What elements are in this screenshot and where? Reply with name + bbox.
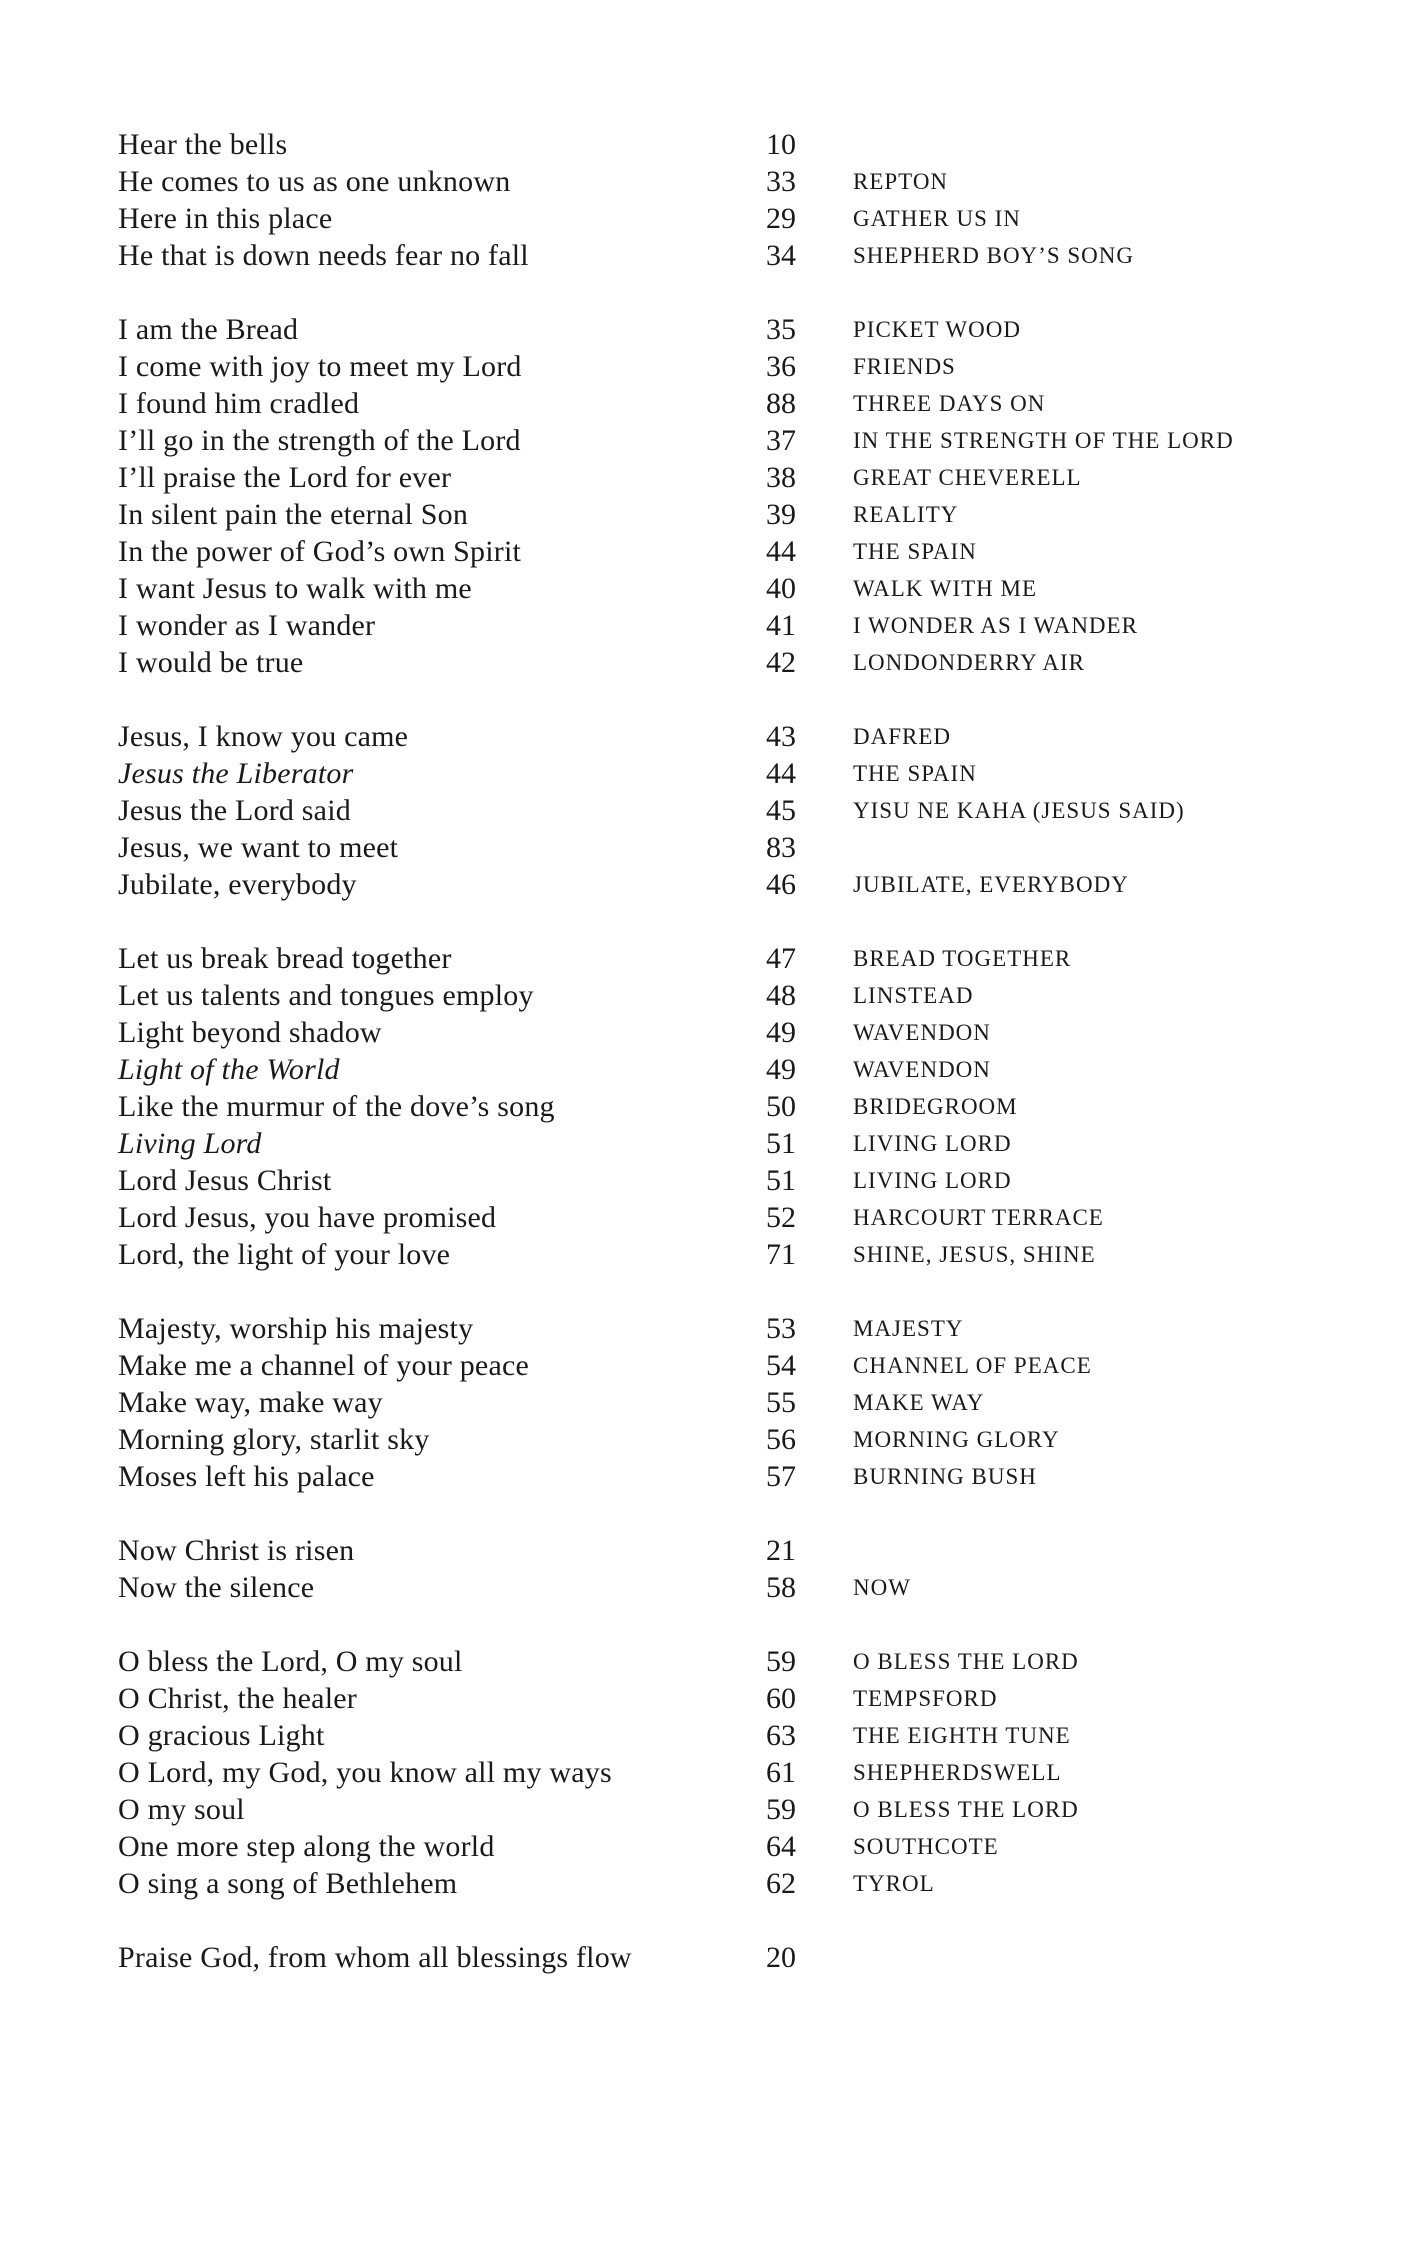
- hymn-number: 49: [766, 1053, 796, 1086]
- hymn-number: 59: [766, 1645, 796, 1678]
- hymn-title: Light of the World: [118, 1053, 340, 1086]
- index-entry-row: [118, 126, 1318, 163]
- index-entry-row: [118, 1199, 1318, 1236]
- hymn-title: Jesus, we want to meet: [118, 831, 399, 864]
- hymn-number: 58: [766, 1571, 796, 1604]
- hymn-title: In the power of God’s own Spirit: [118, 535, 522, 568]
- hymn-number: 39: [766, 498, 796, 531]
- hymn-number: 55: [766, 1386, 796, 1419]
- index-entry-row: [118, 1088, 1318, 1125]
- hymn-number: 52: [766, 1201, 796, 1234]
- index-entry-row: [118, 1236, 1318, 1273]
- hymn-title: Hear the bells: [118, 128, 288, 161]
- hymn-number: 51: [766, 1164, 796, 1197]
- hymn-number: 71: [766, 1238, 796, 1271]
- hymn-title: Praise God, from whom all blessings flow: [118, 1941, 632, 1974]
- tune-name: THREE DAYS ON: [853, 391, 1046, 416]
- hymn-title: Let us break bread together: [118, 942, 452, 975]
- index-entry-row: [118, 1754, 1318, 1791]
- index-entry-row: [118, 422, 1318, 459]
- tune-name: SHINE, JESUS, SHINE: [853, 1242, 1096, 1267]
- hymn-title: Here in this place: [118, 202, 333, 235]
- index-entry-row: [118, 1939, 1318, 1976]
- tune-name: JUBILATE, EVERYBODY: [853, 872, 1129, 897]
- tune-name: DAFRED: [853, 724, 952, 749]
- hymn-title: Moses left his palace: [118, 1460, 375, 1493]
- tune-name: WAVENDON: [853, 1020, 991, 1045]
- hymn-title: Like the murmur of the dove’s song: [118, 1090, 555, 1123]
- hymn-title: O my soul: [118, 1793, 245, 1826]
- tune-name: THE EIGHTH TUNE: [853, 1723, 1071, 1748]
- index-letter-group: [118, 1532, 1318, 1606]
- tune-name: TEMPSFORD: [853, 1686, 998, 1711]
- tune-name: IN THE STRENGTH OF THE LORD: [853, 428, 1234, 453]
- hymn-title: O Lord, my God, you know all my ways: [118, 1756, 612, 1789]
- tune-name: WAVENDON: [853, 1057, 991, 1082]
- index-entry-row: [118, 496, 1318, 533]
- index-entry-row: [118, 607, 1318, 644]
- tune-name: SHEPHERD BOY’S SONG: [853, 243, 1134, 268]
- hymn-number: 35: [766, 313, 796, 346]
- hymn-index: [118, 126, 1318, 2013]
- hymn-number: 43: [766, 720, 796, 753]
- index-entry-row: [118, 1014, 1318, 1051]
- index-entry-row: [118, 385, 1318, 422]
- hymn-title: Majesty, worship his majesty: [118, 1312, 474, 1345]
- index-entry-row: [118, 792, 1318, 829]
- hymn-number: 51: [766, 1127, 796, 1160]
- hymn-number: 45: [766, 794, 796, 827]
- tune-name: HARCOURT TERRACE: [853, 1205, 1104, 1230]
- index-entry-row: [118, 1791, 1318, 1828]
- tune-name: GATHER US IN: [853, 206, 1021, 231]
- tune-name: REPTON: [853, 169, 949, 194]
- hymn-number: 42: [766, 646, 796, 679]
- hymn-number: 47: [766, 942, 796, 975]
- hymn-title: He comes to us as one unknown: [118, 165, 511, 198]
- hymn-title: O Christ, the healer: [118, 1682, 357, 1715]
- index-entry-row: [118, 200, 1318, 237]
- hymn-title: O bless the Lord, O my soul: [118, 1645, 463, 1678]
- index-letter-group: [118, 311, 1318, 681]
- index-entry-row: [118, 1717, 1318, 1754]
- hymn-number: 10: [766, 128, 796, 161]
- hymn-title: One more step along the world: [118, 1830, 495, 1863]
- hymn-title: Make me a channel of your peace: [118, 1349, 529, 1382]
- tune-name: LIVING LORD: [853, 1168, 1012, 1193]
- hymn-title: In silent pain the eternal Son: [118, 498, 469, 531]
- index-entry-row: [118, 940, 1318, 977]
- index-entry-row: [118, 570, 1318, 607]
- index-entry-row: [118, 1680, 1318, 1717]
- hymn-number: 64: [766, 1830, 796, 1863]
- index-letter-group: [118, 1939, 1318, 1976]
- hymn-number: 38: [766, 461, 796, 494]
- tune-name: FRIENDS: [853, 354, 956, 379]
- tune-name: BURNING BUSH: [853, 1464, 1037, 1489]
- tune-name: PICKET WOOD: [853, 317, 1021, 342]
- index-letter-group: [118, 1310, 1318, 1495]
- hymn-number: 34: [766, 239, 796, 272]
- index-entry-row: [118, 644, 1318, 681]
- index-entry-row: [118, 1643, 1318, 1680]
- index-entry-row: [118, 237, 1318, 274]
- hymn-title: I am the Bread: [118, 313, 299, 346]
- hymn-title: Jesus the Liberator: [118, 757, 354, 790]
- tune-name: BRIDEGROOM: [853, 1094, 1018, 1119]
- index-entry-row: [118, 311, 1318, 348]
- index-entry-row: [118, 829, 1318, 866]
- hymn-title: Jesus the Lord said: [118, 794, 351, 827]
- hymn-title: Living Lord: [118, 1127, 262, 1160]
- tune-name: CHANNEL OF PEACE: [853, 1353, 1092, 1378]
- hymn-number: 62: [766, 1867, 796, 1900]
- hymn-title: I’ll go in the strength of the Lord: [118, 424, 521, 457]
- index-entry-row: [118, 1051, 1318, 1088]
- hymn-number: 37: [766, 424, 796, 457]
- hymn-title: Let us talents and tongues employ: [118, 979, 534, 1012]
- index-entry-row: [118, 1125, 1318, 1162]
- index-entry-row: [118, 163, 1318, 200]
- tune-name: SOUTHCOTE: [853, 1834, 999, 1859]
- hymn-title: Morning glory, starlit sky: [118, 1423, 430, 1456]
- tune-name: I WONDER AS I WANDER: [853, 613, 1138, 638]
- index-entry-row: [118, 755, 1318, 792]
- hymn-title: I wonder as I wander: [118, 609, 376, 642]
- index-entry-row: [118, 1310, 1318, 1347]
- index-letter-group: [118, 718, 1318, 903]
- hymn-number: 60: [766, 1682, 796, 1715]
- tune-name: NOW: [853, 1575, 911, 1600]
- hymn-number: 20: [766, 1941, 796, 1974]
- tune-name: MAJESTY: [853, 1316, 964, 1341]
- index-entry-row: [118, 533, 1318, 570]
- hymn-number: 53: [766, 1312, 796, 1345]
- hymn-title: Now the silence: [118, 1571, 315, 1604]
- hymn-number: 88: [766, 387, 796, 420]
- index-entry-row: [118, 1569, 1318, 1606]
- hymn-title: I would be true: [118, 646, 304, 679]
- hymn-title: Jubilate, everybody: [118, 868, 357, 901]
- hymn-number: 59: [766, 1793, 796, 1826]
- hymn-number: 36: [766, 350, 796, 383]
- hymn-title: Jesus, I know you came: [118, 720, 409, 753]
- tune-name: SHEPHERDSWELL: [853, 1760, 1062, 1785]
- tune-name: TYROL: [853, 1871, 935, 1896]
- tune-name: REALITY: [853, 502, 959, 527]
- hymn-title: O sing a song of Bethlehem: [118, 1867, 458, 1900]
- tune-name: BREAD TOGETHER: [853, 946, 1072, 971]
- index-entry-row: [118, 1162, 1318, 1199]
- index-entry-row: [118, 1458, 1318, 1495]
- tune-name: MORNING GLORY: [853, 1427, 1060, 1452]
- tune-name: LINSTEAD: [853, 983, 974, 1008]
- index-entry-row: [118, 866, 1318, 903]
- hymn-number: 61: [766, 1756, 796, 1789]
- hymn-title: Now Christ is risen: [118, 1534, 355, 1567]
- index-entry-row: [118, 459, 1318, 496]
- index-entry-row: [118, 1347, 1318, 1384]
- index-letter-group: [118, 940, 1318, 1273]
- tune-name: THE SPAIN: [853, 539, 977, 564]
- tune-name: MAKE WAY: [853, 1390, 985, 1415]
- tune-name: YISU NE KAHA (JESUS SAID): [853, 798, 1185, 823]
- hymn-number: 56: [766, 1423, 796, 1456]
- hymn-number: 44: [766, 535, 796, 568]
- index-entry-row: [118, 1828, 1318, 1865]
- hymn-title: I want Jesus to walk with me: [118, 572, 472, 605]
- tune-name: O BLESS THE LORD: [853, 1797, 1079, 1822]
- hymn-title: Lord, the light of your love: [118, 1238, 451, 1271]
- hymn-title: Make way, make way: [118, 1386, 383, 1419]
- index-entry-row: [118, 348, 1318, 385]
- hymn-number: 83: [766, 831, 796, 864]
- index-letter-group: [118, 1643, 1318, 1902]
- hymn-number: 44: [766, 757, 796, 790]
- hymn-title: I’ll praise the Lord for ever: [118, 461, 452, 494]
- tune-name: LIVING LORD: [853, 1131, 1012, 1156]
- hymn-number: 40: [766, 572, 796, 605]
- index-entry-row: [118, 1532, 1318, 1569]
- index-entry-row: [118, 718, 1318, 755]
- tune-name: LONDONDERRY AIR: [853, 650, 1086, 675]
- tune-name: WALK WITH ME: [853, 576, 1038, 601]
- index-entry-row: [118, 1421, 1318, 1458]
- hymn-title: Lord Jesus Christ: [118, 1164, 332, 1197]
- hymn-number: 50: [766, 1090, 796, 1123]
- index-entry-row: [118, 1865, 1318, 1902]
- hymn-number: 41: [766, 609, 796, 642]
- tune-name: THE SPAIN: [853, 761, 977, 786]
- hymn-title: Light beyond shadow: [118, 1016, 382, 1049]
- hymn-number: 46: [766, 868, 796, 901]
- hymn-number: 33: [766, 165, 796, 198]
- hymn-title: I found him cradled: [118, 387, 360, 420]
- tune-name: GREAT CHEVERELL: [853, 465, 1082, 490]
- hymn-title: Lord Jesus, you have promised: [118, 1201, 497, 1234]
- hymn-number: 21: [766, 1534, 796, 1567]
- tune-name: O BLESS THE LORD: [853, 1649, 1079, 1674]
- hymn-title: I come with joy to meet my Lord: [118, 350, 522, 383]
- hymn-number: 63: [766, 1719, 796, 1752]
- index-letter-group: [118, 126, 1318, 274]
- hymn-number: 48: [766, 979, 796, 1012]
- hymn-number: 54: [766, 1349, 796, 1382]
- hymn-number: 57: [766, 1460, 796, 1493]
- hymn-number: 49: [766, 1016, 796, 1049]
- hymn-number: 29: [766, 202, 796, 235]
- hymn-title: He that is down needs fear no fall: [118, 239, 529, 272]
- index-entry-row: [118, 1384, 1318, 1421]
- hymn-title: O gracious Light: [118, 1719, 325, 1752]
- index-entry-row: [118, 977, 1318, 1014]
